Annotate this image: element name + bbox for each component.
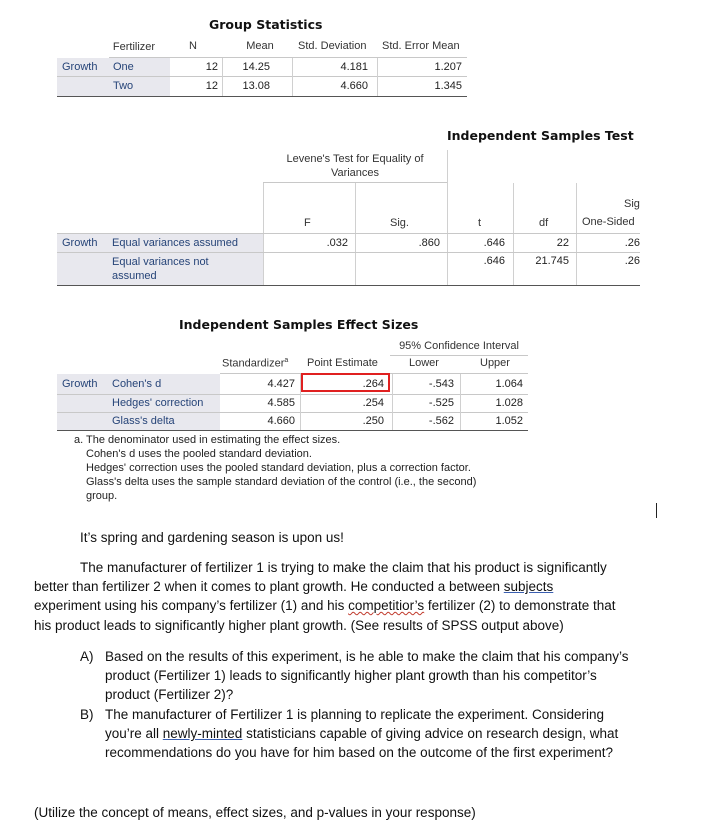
list-marker: B) — [80, 707, 94, 722]
levene-sig: .860 — [418, 237, 440, 249]
footnote-line: a. The denominator used in estimating the effect sizes. — [74, 434, 341, 446]
glass-upper: 1.052 — [495, 415, 523, 427]
misspelled-word: competitior’s — [348, 598, 425, 613]
footnote-line: Glass's delta uses the sample standard deviation of the control (i.e., the second) — [86, 476, 477, 488]
paragraph-line: better than fertilizer 2 when it comes to plant growth. He conducted a between subjects — [34, 579, 554, 594]
footnote-line: group. — [86, 490, 118, 502]
growth-label: Growth — [62, 378, 98, 390]
mean-two: 13.08 — [242, 80, 270, 92]
se-one: 1.207 — [434, 61, 462, 73]
col-one-sided: One-Sided — [582, 216, 635, 228]
group-two: Two — [113, 80, 134, 92]
p-not-assumed: .26 — [624, 255, 640, 267]
glass-std: 4.660 — [267, 415, 295, 427]
col-fertilizer: Fertilizer — [112, 41, 156, 53]
col-upper: Upper — [480, 357, 510, 369]
question-a-line: product (Fertilizer 1) leads to significantly higher plant growth than his competitor’s — [105, 668, 597, 683]
subjects-word: subjects — [503, 579, 554, 594]
col-lower: Lower — [409, 357, 439, 369]
group-statistics-title: Group Statistics — [209, 17, 323, 32]
header-rule — [109, 57, 467, 58]
cohens-d-std: 4.427 — [267, 378, 295, 390]
question-a-line: Based on the results of this experiment, is he able to make the claim that his company’s — [105, 649, 629, 664]
levene-header: Levene's Test for Equality of Variances — [286, 153, 424, 179]
paragraph-line: experiment using his company’s fertilizer (1) and his competitior’s fertilizer (2) to demonstrate that — [34, 598, 616, 613]
col-std-deviation: Std. Deviation — [298, 40, 367, 52]
glass-pe: .250 — [362, 415, 384, 427]
col-t: t — [478, 217, 482, 229]
growth-label: Growth — [62, 237, 98, 249]
col-sig: Sig. — [390, 217, 409, 229]
sd-one: 4.181 — [340, 61, 368, 73]
ci-header: 95% Confidence Interval — [399, 340, 519, 352]
sd-two: 4.660 — [340, 80, 368, 92]
mean-one: 14.25 — [242, 61, 270, 73]
hedges-pe: .254 — [362, 397, 384, 409]
question-b-line: recommendations do you have for him based on the outcome of the first experiment? — [105, 745, 614, 760]
levene-f: .032 — [326, 237, 348, 249]
col-point-estimate: Point Estimate — [307, 357, 378, 369]
equal-var-not-assumed-label: Equal variances not assumed — [112, 256, 209, 282]
hedges-upper: 1.028 — [495, 397, 523, 409]
col-standardizer: Standardizer$^a$ — [222, 357, 289, 370]
df-not-assumed: 21.745 — [535, 255, 569, 267]
paragraph-line: The manufacturer of fertilizer 1 is trying to make the claim that his product is significantly — [80, 560, 607, 575]
independent-test-title: Independent Samples Test — [447, 128, 634, 143]
n-two: 12 — [205, 80, 218, 92]
glass-label: Glass's delta — [112, 415, 175, 427]
growth-label: Growth — [62, 61, 98, 73]
col-sig2-top: Sig — [624, 198, 640, 210]
cohens-d-pe: .264 — [362, 378, 384, 390]
question-b-line: The manufacturer of Fertilizer 1 is planning to replicate the experiment. Considering — [105, 707, 604, 722]
col-std-error-mean: Std. Error Mean — [382, 40, 460, 52]
t-assumed: .646 — [483, 237, 505, 249]
effect-sizes-title: Independent Samples Effect Sizes — [179, 317, 419, 332]
question-b-line: you’re all newly-minted statisticians capable of giving advice on research design, what — [105, 726, 619, 741]
col-n: N — [189, 40, 197, 52]
text-cursor — [656, 503, 657, 518]
footnote-line: Cohen's d uses the pooled standard deviation. — [86, 448, 312, 460]
col-f: F — [304, 217, 311, 229]
cohens-d-lower: -.543 — [428, 378, 454, 390]
equal-var-assumed-label: Equal variances assumed — [112, 237, 238, 249]
col-mean: Mean — [246, 40, 274, 52]
col-df: df — [539, 217, 549, 229]
newly-minted-word: newly-minted — [162, 726, 243, 741]
t-not-assumed: .646 — [483, 255, 505, 267]
question-a-line: product (Fertilizer 2)? — [105, 687, 234, 702]
hedges-lower: -.525 — [428, 397, 454, 409]
paragraph-line: his product leads to significantly higher plant growth. (See results of SPSS output above) — [34, 618, 564, 633]
n-one: 12 — [205, 61, 218, 73]
footnote-line: Hedges' correction uses the pooled standard deviation, plus a correction factor. — [86, 462, 471, 474]
p-assumed: .26 — [624, 237, 640, 249]
intro-line: It’s spring and gardening season is upon us! — [80, 530, 344, 545]
highlight-box — [301, 373, 390, 392]
list-marker: A) — [80, 649, 94, 664]
hedges-std: 4.585 — [267, 397, 295, 409]
se-two: 1.345 — [434, 80, 462, 92]
cohens-d-upper: 1.064 — [495, 378, 523, 390]
closing-line: (Utilize the concept of means, effect sizes, and p-values in your response) — [34, 805, 476, 820]
df-assumed: 22 — [556, 237, 569, 249]
group-one: One — [113, 61, 134, 73]
glass-lower: -.562 — [428, 415, 454, 427]
row-rule — [57, 76, 467, 77]
hedges-label: Hedges' correction — [112, 397, 204, 409]
cohens-d-label: Cohen's d — [112, 378, 162, 390]
bottom-rule — [57, 96, 467, 97]
